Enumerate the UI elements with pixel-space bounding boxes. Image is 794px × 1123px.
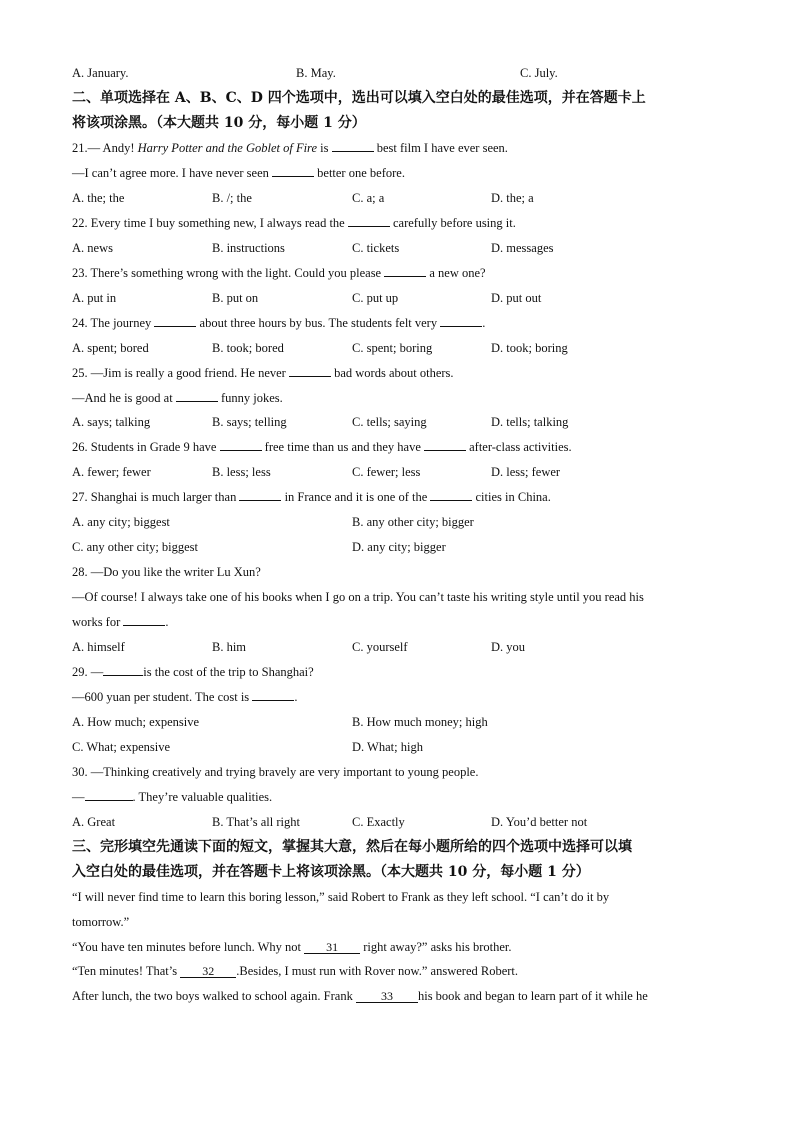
q25-option-b: B. says; telling bbox=[212, 415, 287, 429]
section3-heading-line2: 入空白处的最佳选项，并在答题卡上将该项涂黑。（本大题共 10 分，每小题 1 分） bbox=[72, 864, 590, 880]
q24-text-a: 24. The journey bbox=[72, 316, 155, 330]
section2-heading-line2: 将该项涂黑。（本大题共 10 分，每小题 1 分） bbox=[72, 115, 366, 131]
q22-option-b: B. instructions bbox=[212, 241, 285, 255]
q22-text-a: 22. Every time I buy something new, I always read the bbox=[72, 216, 348, 230]
q30-line2 bbox=[72, 789, 272, 805]
q29-blank-1 bbox=[103, 664, 143, 676]
q25-l2-text-b: funny jokes. bbox=[217, 391, 283, 405]
blank-33: 33 bbox=[356, 991, 418, 1003]
q21-option-d: D. the; a bbox=[491, 191, 534, 205]
q25-blank-1 bbox=[289, 365, 331, 377]
q30-blank bbox=[85, 789, 133, 801]
top-option-b: B. May. bbox=[296, 66, 336, 80]
q23-option-c: C. put up bbox=[352, 291, 399, 305]
q29-option-d: D. What; high bbox=[352, 740, 423, 754]
q26-text-b: free time than us and they have bbox=[261, 440, 424, 454]
top-option-a: A. January. bbox=[72, 66, 129, 80]
q23-stem bbox=[72, 265, 486, 281]
passage-l4-text-b: .Besides, I must run with Rover now.” answered Robert. bbox=[236, 964, 519, 978]
q29-text-a: 29. — bbox=[72, 665, 104, 679]
q25-option-d: D. tells; talking bbox=[491, 415, 569, 429]
section3-heading-line1: 三、完形填空先通读下面的短文，掌握其大意，然后在每小题所给的四个选项中选择可以填 bbox=[72, 839, 632, 855]
q23-text-b: a new one? bbox=[426, 266, 486, 280]
q27-option-b: B. any other city; bigger bbox=[352, 515, 474, 529]
blank-32: 32 bbox=[180, 966, 236, 978]
passage-line4 bbox=[72, 963, 518, 979]
q28-option-c: C. yourself bbox=[352, 640, 408, 654]
q29-option-c: C. What; expensive bbox=[72, 740, 171, 754]
q29-option-b: B. How much money; high bbox=[352, 715, 488, 729]
passage-l4-text-a: “Ten minutes! That’s bbox=[72, 964, 181, 978]
q25-text-b: bad words about others. bbox=[330, 366, 454, 380]
q21-blank-2 bbox=[272, 165, 314, 177]
q25-line1 bbox=[72, 365, 454, 381]
q25-option-c: C. tells; saying bbox=[352, 415, 427, 429]
q21-option-c: C. a; a bbox=[352, 191, 385, 205]
q30-option-a: A. Great bbox=[72, 815, 116, 829]
q22-text-b: carefully before using it. bbox=[389, 216, 516, 230]
q24-blank-1 bbox=[154, 315, 196, 327]
q21-option-a: A. the; the bbox=[72, 191, 125, 205]
passage-l5-text-b: his book and began to learn part of it while he bbox=[417, 989, 648, 1003]
q21-text-b: is bbox=[317, 141, 332, 155]
passage-l3-text-a: “You have ten minutes before lunch. Why not bbox=[72, 940, 305, 954]
passage-l5-text-a: After lunch, the two boys walked to school again. Frank bbox=[72, 989, 356, 1003]
q26-option-d: D. less; fewer bbox=[491, 465, 561, 479]
q28-line1: 28. —Do you like the writer Lu Xun? bbox=[72, 565, 261, 579]
q22-option-d: D. messages bbox=[491, 241, 554, 255]
q29-l2-text-b: . bbox=[294, 690, 298, 704]
q24-blank-2 bbox=[440, 315, 482, 327]
q21-line1 bbox=[72, 140, 508, 156]
q21-option-b: B. /; the bbox=[212, 191, 252, 205]
q29-option-a: A. How much; expensive bbox=[72, 715, 200, 729]
q29-line2 bbox=[72, 689, 297, 705]
passage-line1: “I will never find time to learn this boring lesson,” said Robert to Frank as they left school. “I can’t do it by bbox=[72, 890, 610, 904]
q30-option-d: D. You’d better not bbox=[491, 815, 588, 829]
q27-option-c: C. any other city; biggest bbox=[72, 540, 199, 554]
q28-blank bbox=[123, 614, 165, 626]
q26-text-c: after-class activities. bbox=[466, 440, 572, 454]
q25-blank-2 bbox=[176, 390, 218, 402]
q24-option-b: B. took; bored bbox=[212, 341, 284, 355]
q21-text-c: best film I have ever seen. bbox=[373, 141, 508, 155]
q25-l2-text-a: —And he is good at bbox=[72, 391, 176, 405]
q23-blank bbox=[384, 265, 426, 277]
q29-l2-text-a: —600 yuan per student. The cost is bbox=[72, 690, 253, 704]
q21-blank-1 bbox=[332, 140, 374, 152]
q28-line2: —Of course! I always take one of his books when I go on a trip. You can’t taste his writing style until you read his bbox=[72, 590, 644, 604]
q24-text-b: about three hours by bus. The students felt very bbox=[196, 316, 441, 330]
q21-l2-text-a: —I can’t agree more. I have never seen bbox=[72, 166, 273, 180]
q30-option-b: B. That’s all right bbox=[212, 815, 300, 829]
q25-option-a: A. says; talking bbox=[72, 415, 151, 429]
q27-stem bbox=[72, 489, 551, 505]
q30-l2-text-a: — bbox=[72, 790, 85, 804]
q26-option-a: A. fewer; fewer bbox=[72, 465, 151, 479]
q27-text-c: cities in China. bbox=[472, 490, 551, 504]
q26-option-b: B. less; less bbox=[212, 465, 271, 479]
blank-31: 31 bbox=[304, 942, 360, 954]
q24-option-a: A. spent; bored bbox=[72, 341, 149, 355]
q25-line2 bbox=[72, 390, 283, 406]
q26-blank-2 bbox=[424, 439, 466, 451]
q26-stem bbox=[72, 439, 572, 455]
q26-blank-1 bbox=[220, 439, 262, 451]
q28-line3 bbox=[72, 614, 169, 630]
q23-text-a: 23. There’s something wrong with the light. Could you please bbox=[72, 266, 385, 280]
q28-l3-text-b: . bbox=[165, 615, 169, 629]
q24-stem bbox=[72, 315, 485, 331]
q30-option-c: C. Exactly bbox=[352, 815, 405, 829]
q22-blank bbox=[348, 215, 390, 227]
q27-option-a: A. any city; biggest bbox=[72, 515, 170, 529]
q28-option-b: B. him bbox=[212, 640, 247, 654]
q21-line2 bbox=[72, 165, 405, 181]
q22-option-c: C. tickets bbox=[352, 241, 400, 255]
q28-l3-text-a: works for bbox=[72, 615, 124, 629]
q27-blank-1 bbox=[239, 489, 281, 501]
q27-option-d: D. any city; bigger bbox=[352, 540, 446, 554]
q28-option-d: D. you bbox=[491, 640, 526, 654]
passage-l3-text-b: right away?” asks his brother. bbox=[360, 940, 512, 954]
q29-line1 bbox=[72, 664, 314, 680]
q24-option-d: D. took; boring bbox=[491, 341, 568, 355]
q21-title: Harry Potter and the Goblet of Fire bbox=[137, 141, 317, 155]
passage-line5 bbox=[72, 988, 648, 1004]
top-option-c: C. July. bbox=[520, 66, 558, 80]
q27-blank-2 bbox=[430, 489, 472, 501]
q28-option-a: A. himself bbox=[72, 640, 125, 654]
q30-l2-text-b: . They’re valuable qualities. bbox=[132, 790, 273, 804]
q24-option-c: C. spent; boring bbox=[352, 341, 433, 355]
q27-text-b: in France and it is one of the bbox=[281, 490, 431, 504]
q24-text-c: . bbox=[482, 316, 486, 330]
q29-text-b: is the cost of the trip to Shanghai? bbox=[143, 665, 314, 679]
q26-text-a: 26. Students in Grade 9 have bbox=[72, 440, 220, 454]
q26-option-c: C. fewer; less bbox=[352, 465, 421, 479]
q29-blank-2 bbox=[252, 689, 294, 701]
q21-text-a: — Andy! bbox=[87, 141, 138, 155]
section2-heading-line1: 二、单项选择在 A、B、C、D 四个选项中，选出可以填入空白处的最佳选项，并在答题卡上 bbox=[72, 90, 646, 106]
q23-option-b: B. put on bbox=[212, 291, 259, 305]
q21-number: 21. bbox=[72, 141, 88, 155]
q23-option-a: A. put in bbox=[72, 291, 117, 305]
q27-text-a: 27. Shanghai is much larger than bbox=[72, 490, 240, 504]
passage-line3 bbox=[72, 939, 512, 955]
q21-l2-text-b: better one before. bbox=[314, 166, 405, 180]
q22-stem bbox=[72, 215, 516, 231]
q25-text-a: 25. —Jim is really a good friend. He never bbox=[72, 366, 289, 380]
q22-option-a: A. news bbox=[72, 241, 113, 255]
passage-line2: tomorrow.” bbox=[72, 915, 130, 929]
q30-line1: 30. —Thinking creatively and trying bravely are very important to young people. bbox=[72, 765, 479, 779]
q23-option-d: D. put out bbox=[491, 291, 542, 305]
